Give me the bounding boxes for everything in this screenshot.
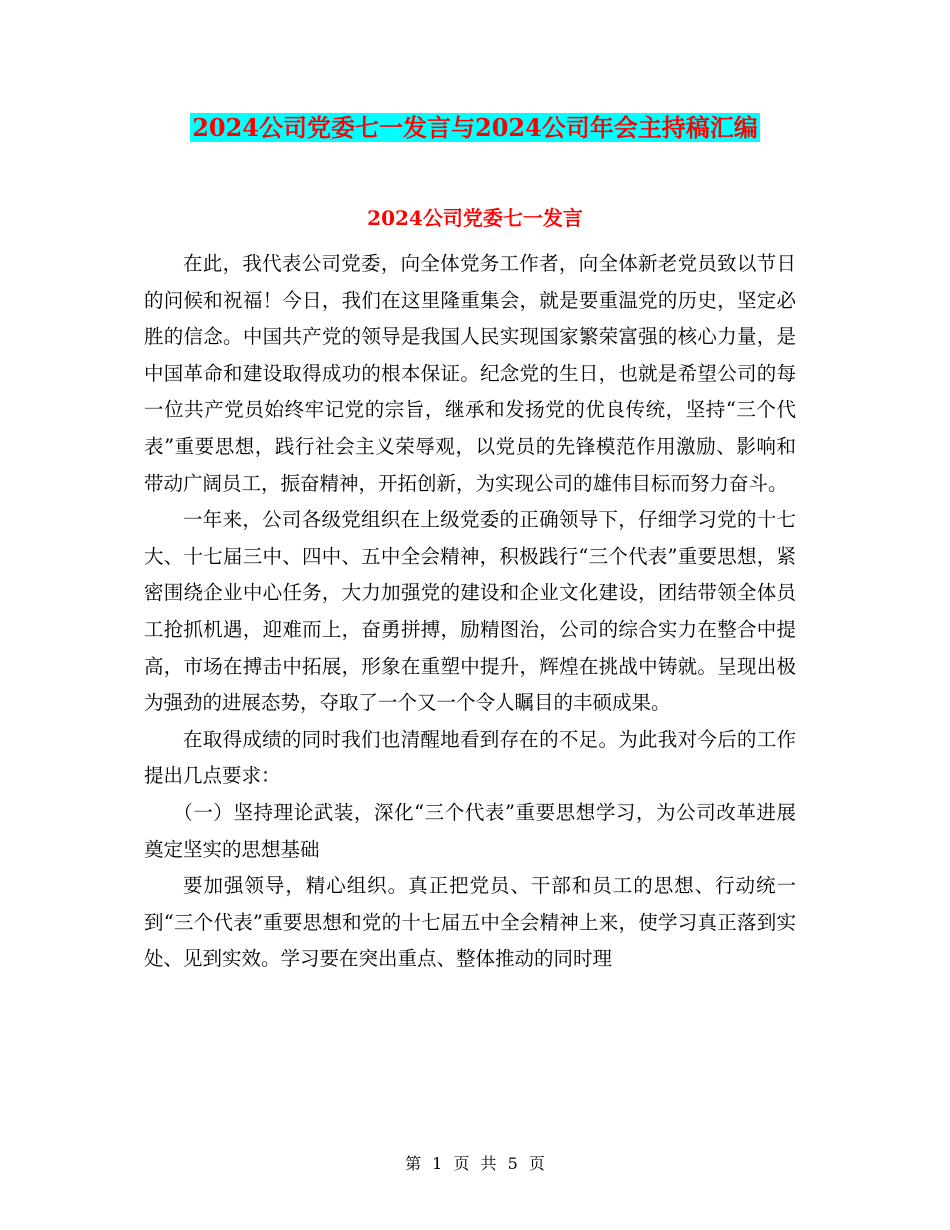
paragraph-intro: 在此，我代表公司党委，向全体党务工作者，向全体新老党员致以节日的问候和祝福！今日，我们在这里隆重集会，就是要重温党的历史，坚定必胜的信念。中国共产党的领导是我国人民实现国家繁荣富强的核心力量，是中国革命和建设取得成功的根本保证。纪念党的生日，也就是希望公司的每一位共产党员始终牢记党的宗旨，继承和发扬党的优良传统，坚持“三个代表”重要思想，践行社会主义荣辱观，以党员的先锋模范作用激励、影响和带动广阔员工，振奋精神，开拓创新，为实现公司的雄伟目标而努力奋斗。 (144, 252, 796, 495)
page-number-footer: 第 1 页 共 5 页 (405, 1154, 545, 1173)
paragraph-requirement-1: （一）坚持理论武装，深化“三个代表”重要思想学习，为公司改革进展奠定坚实的思想基础 (144, 800, 796, 861)
section-title: 2024公司党委七一发言 (367, 206, 583, 230)
document-body (144, 246, 796, 978)
paragraph-achievements: 一年来，公司各级党组织在上级党委的正确领导下，仔细学习党的十七大、十七届三中、四中、五中全会精神，积极践行“三个代表”重要思想，紧密围绕企业中心任务，大力加强党的建设和企业文化建设，团结带领全体员工抢抓机遇，迎难而上，奋勇拼搏，励精图治，公司的综合实力在整合中提高，市场在搏击中拓展，形象在重塑中提升，辉煌在挑战中铸就。呈现出极为强劲的进展态势，夺取了一个又一个令人瞩目的丰硕成果。 (144, 508, 796, 715)
paragraph-leadership: 要加强领导，精心组织。真正把党员、干部和员工的思想、行动统一到“三个代表”重要思想和党的十七届五中全会精神上来，使学习真正落到实处、见到实效。学习要在突出重点、整体推动的同时理 (144, 874, 796, 971)
document-title-text: 2024公司党委七一发言与2024公司年会主持稿汇编 (192, 113, 758, 142)
document-title (0, 111, 950, 145)
paragraph-shortcomings: 在取得成绩的同时我们也清醒地看到存在的不足。为此我对今后的工作提出几点要求： (144, 727, 796, 788)
